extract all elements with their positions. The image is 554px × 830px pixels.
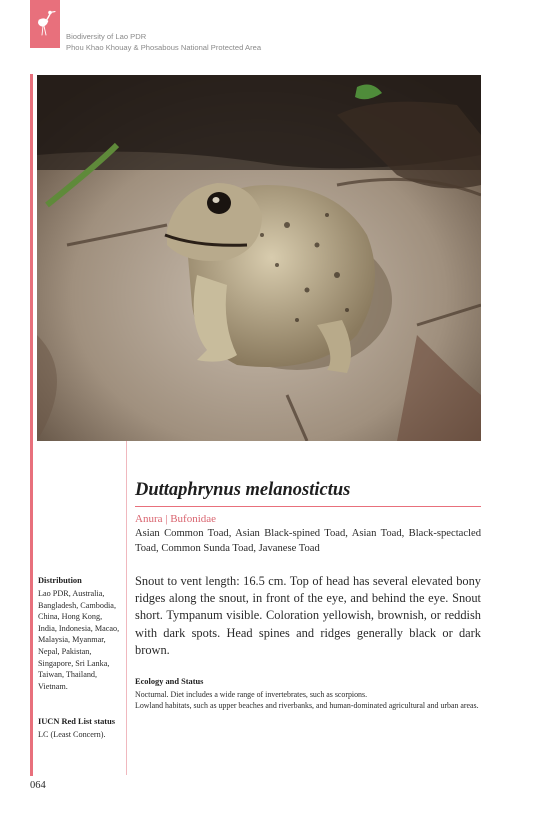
species-photo xyxy=(37,75,481,441)
ecology-text-2: Lowland habitats, such as upper beaches and riverbanks, and human-dominated agricultural and urban areas. xyxy=(135,701,479,710)
column-divider xyxy=(126,441,127,775)
crane-icon xyxy=(34,8,56,38)
header-line-2: Phou Khao Khouay & Phosabous National Protected Area xyxy=(66,43,262,52)
header-accent-tab xyxy=(30,0,60,48)
header-line-1: Biodiversity of Lao PDR xyxy=(66,32,147,41)
distribution-heading: Distribution xyxy=(38,576,82,585)
left-accent-bar xyxy=(30,74,33,776)
distribution-text: Lao PDR, Australia, Bangladesh, Cambodia, China, Hong Kong, India, Indonesia, Macao, Malaysia, Myanmar, Nepal, Pakistan, Singapore, Sri Lanka, Taiwan, Thailand, Vietnam. xyxy=(38,589,120,691)
species-scientific-name: Duttaphrynus melanostictus xyxy=(135,480,351,500)
iucn-status: LC (Least Concern). xyxy=(38,730,106,739)
ecology-text-1: Nocturnal. Diet includes a wide range of invertebrates, such as scorpions. xyxy=(135,690,368,699)
running-header xyxy=(66,31,261,53)
iucn-heading: IUCN Red List status xyxy=(38,717,116,726)
species-taxonomy: Anura | Bufonidae xyxy=(135,513,217,525)
page-number: 064 xyxy=(30,780,46,791)
title-rule xyxy=(135,506,481,507)
ecology-heading: Ecology and Status xyxy=(135,677,204,686)
species-common-names: Asian Common Toad, Asian Black-spined Toad, Asian Toad, Black-spectacled Toad, Common Sunda Toad, Javanese Toad xyxy=(135,528,481,554)
species-description: Snout to vent length: 16.5 cm. Top of head has several elevated bony ridges along the snout, in front of the eye, and behind the eye. Snout short. Tympanum visible. Coloration yellowish, brownish, or reddish with dark spots. Head spines and ridges generally black or dark brown. xyxy=(135,574,481,657)
